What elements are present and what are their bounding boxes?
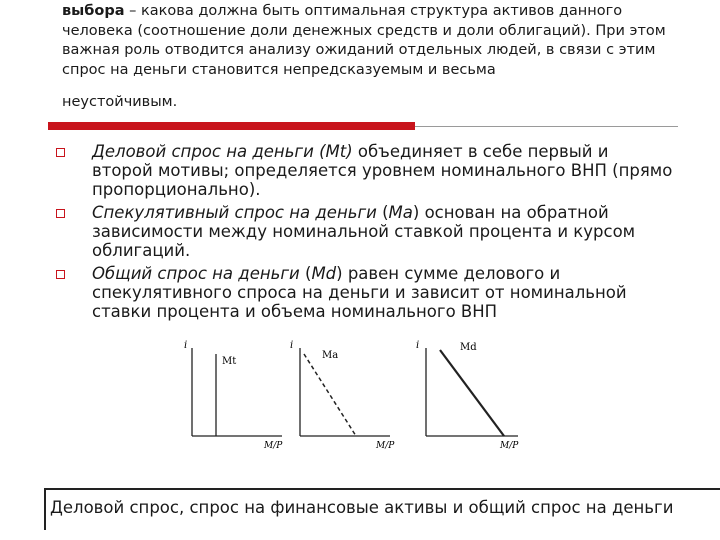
intro-body: – какова должна быть оптимальная структура активов данного человека (соотношение доли денежных средств и доли облигаций). При этом важная роль отводится анализу ожиданий отдельных людей, в связи с этим спрос на деньги становится непредсказуемым и весьма — [62, 3, 666, 78]
x-axis-label: M/P — [500, 441, 519, 451]
bullet-item-total-demand — [54, 264, 674, 321]
curve-label: Ma — [322, 350, 339, 361]
x-axis-label: M/P — [264, 441, 283, 451]
demand-curve — [304, 354, 356, 436]
money-demand-graphs — [178, 330, 538, 452]
bullet-term: Общий спрос на деньги — [92, 264, 300, 283]
bullet-item-speculative-demand — [54, 203, 674, 260]
y-axis-label: i — [184, 340, 188, 351]
bullet-text-a: ( — [376, 203, 389, 222]
bullet-term: Спекулятивный спрос на деньги — [92, 203, 377, 222]
curve-label: Md — [460, 342, 477, 353]
graph-business-demand — [184, 340, 283, 451]
bullet-text: объединяет в себе первый и второй мотивы; определяется уровнем номинального ВНП (прямо пропорционально). — [92, 142, 673, 199]
y-axis-label: i — [290, 340, 294, 351]
square-bullet-icon — [56, 148, 65, 157]
square-bullet-icon — [56, 209, 65, 218]
demand-curve — [440, 350, 504, 436]
x-axis-label: M/P — [376, 441, 395, 451]
bullet-text-b: ) основан на обратной зависимости между номинальной ставкой процента и курсом облигаций. — [92, 203, 636, 260]
divider-accent-bar — [48, 122, 415, 130]
figure-caption: Деловой спрос, спрос на финансовые активы и общий спрос на деньги — [50, 498, 674, 517]
graph-speculative-demand — [290, 340, 395, 451]
bullet-symbol: Md — [311, 264, 337, 283]
bullet-list — [54, 142, 674, 325]
bullet-symbol: Ma — [388, 203, 413, 222]
bullet-text-a: ( — [299, 264, 312, 283]
intro-text — [62, 2, 682, 80]
divider-rule — [415, 126, 678, 127]
slide-divider — [48, 122, 678, 130]
y-axis-label: i — [416, 340, 420, 351]
bullet-text-b: ) равен сумме делового и спекулятивного спроса на деньги и зависит от номинальной ставки процента и объема номинального ВНП — [92, 264, 627, 321]
intro-bold-word: выбора — [62, 3, 125, 19]
square-bullet-icon — [56, 270, 65, 279]
intro-last-line: неустойчивым. — [62, 94, 178, 110]
bullet-item-business-demand — [54, 142, 674, 199]
curve-label: Mt — [222, 356, 237, 367]
intro-paragraph — [62, 2, 682, 113]
graph-total-demand — [416, 340, 519, 451]
bullet-term: Деловой спрос на деньги (Mt) — [92, 142, 353, 161]
